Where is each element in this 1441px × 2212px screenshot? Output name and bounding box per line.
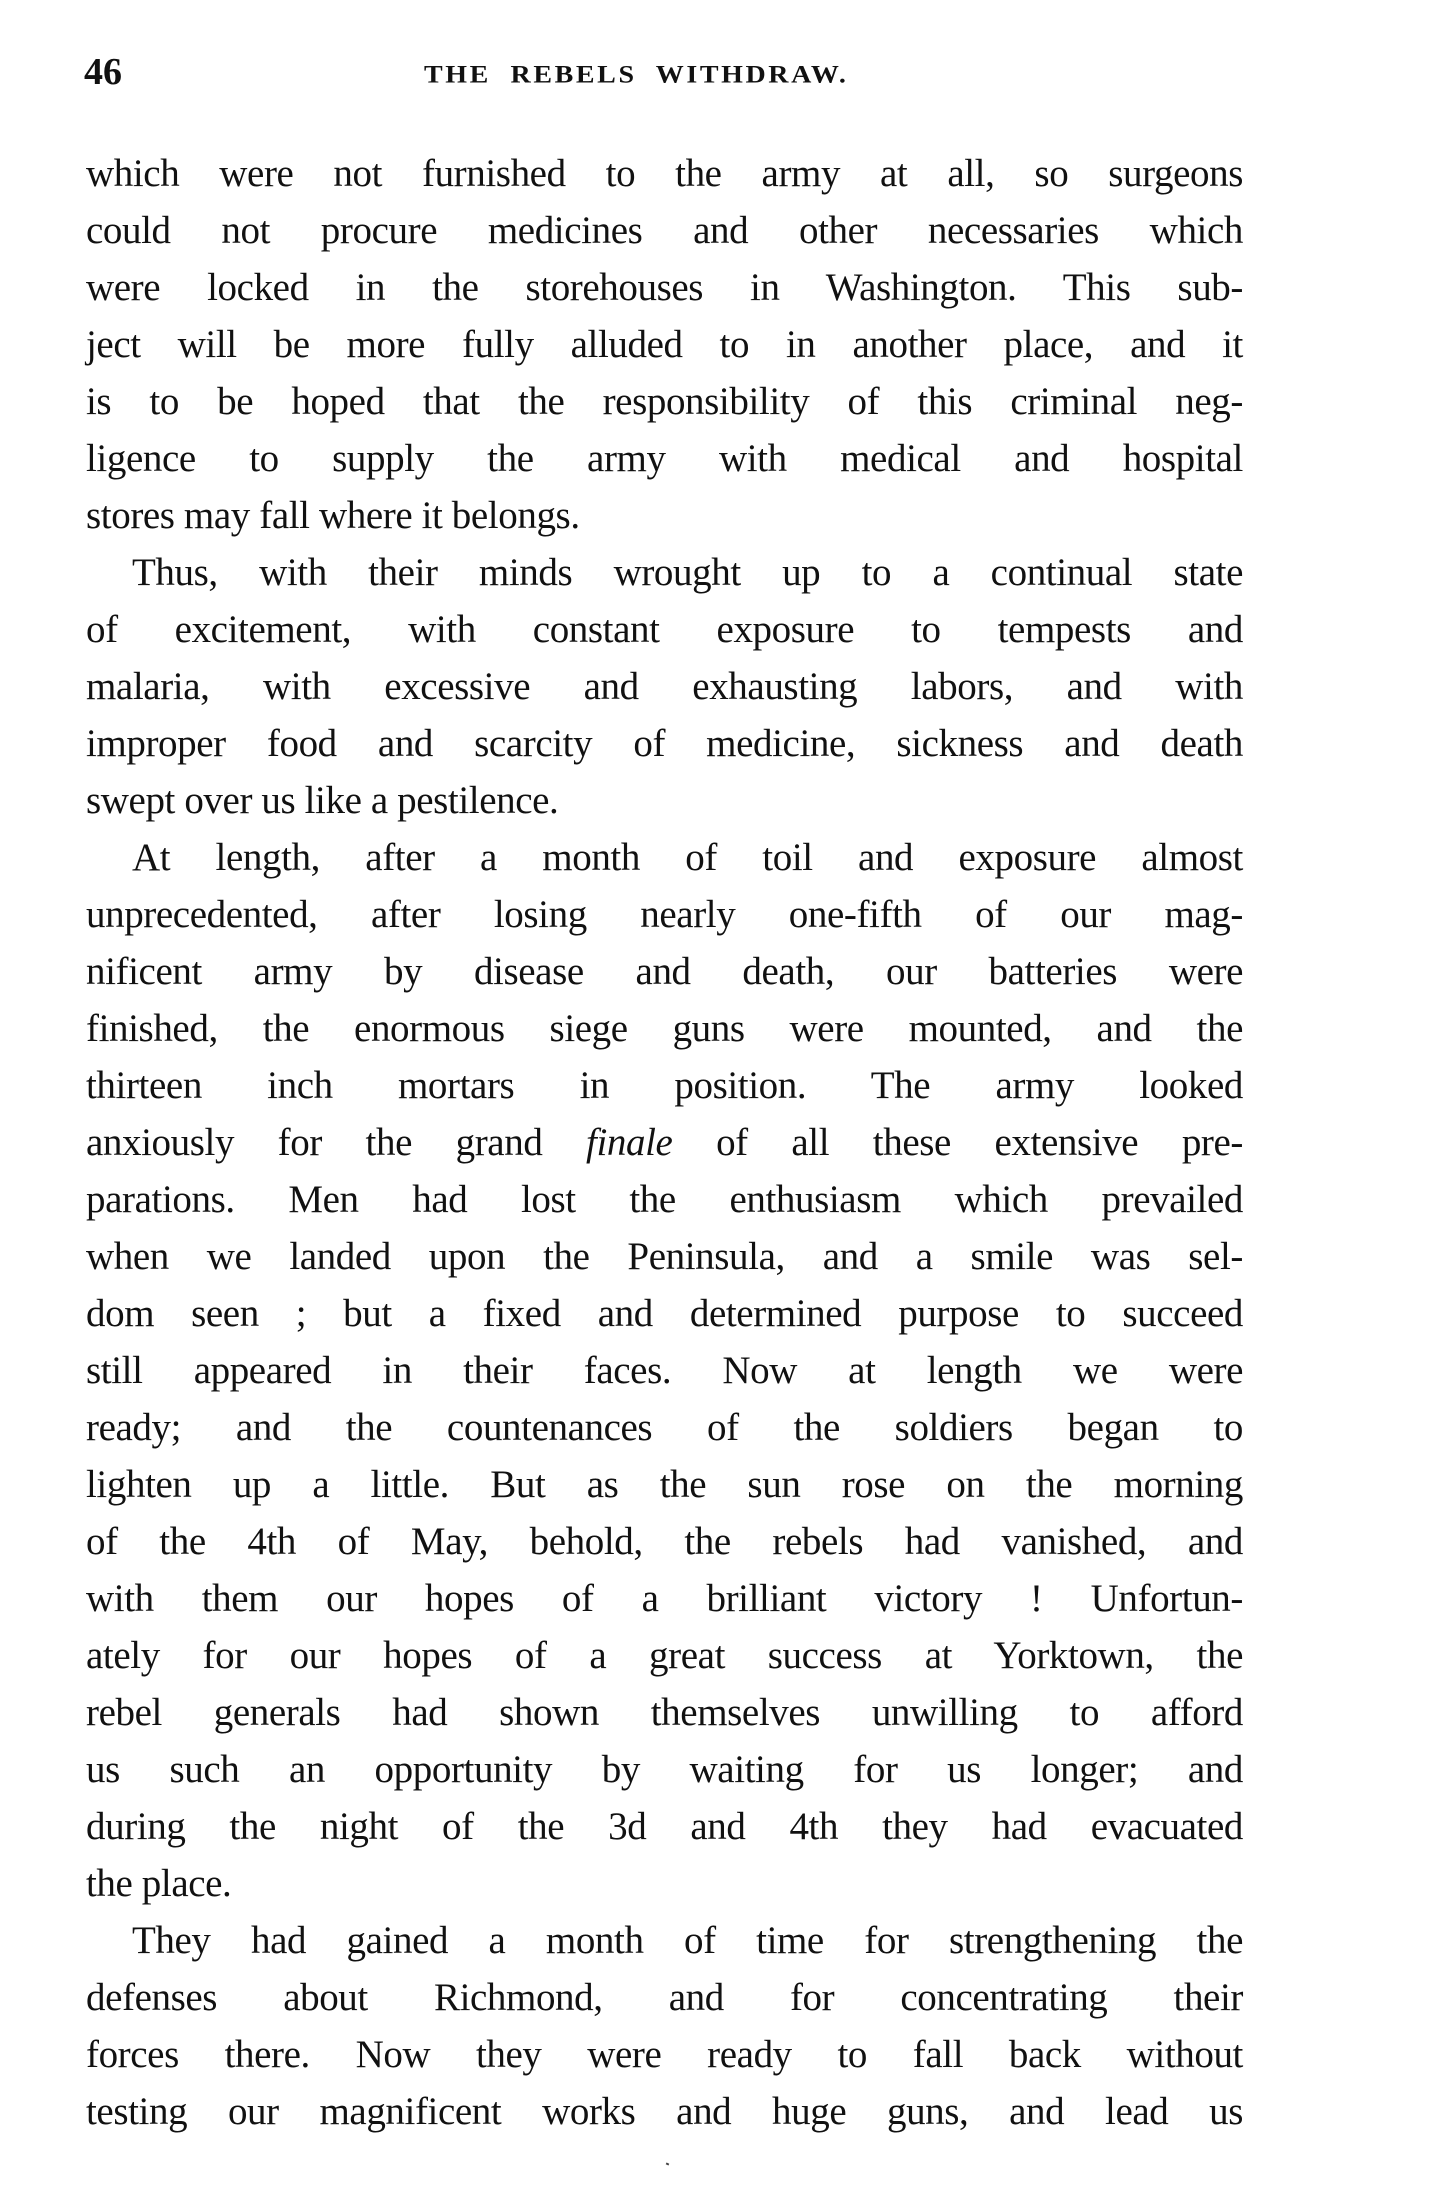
text-segment: swept over us like a pestilence. — [86, 779, 559, 822]
body-text — [86, 145, 1243, 2140]
text-line — [86, 1399, 1243, 1456]
text-segment: stores may fall where it belongs. — [86, 494, 580, 537]
text-segment: with them our hopes of a brilliant victory ! Unfortun- — [86, 1577, 1243, 1620]
text-segment: defenses about Richmond, and for concentrating their — [86, 1976, 1243, 2019]
text-segment: the place. — [86, 1862, 232, 1905]
paragraph — [86, 544, 1243, 829]
text-segment: nificent army by disease and death, our batteries were — [86, 950, 1243, 993]
text-line — [86, 1285, 1243, 1342]
text-segment: is to be hoped that the responsibility of this criminal neg- — [86, 380, 1243, 423]
text-line — [86, 943, 1243, 1000]
text-line — [86, 145, 1243, 202]
text-line — [86, 601, 1243, 658]
text-segment: of all these extensive pre- — [672, 1121, 1244, 1164]
text-line — [86, 2026, 1243, 2083]
text-line — [86, 316, 1243, 373]
text-segment: during the night of the 3d and 4th they had evacuated — [86, 1805, 1243, 1848]
text-line — [86, 1741, 1243, 1798]
text-segment: lighten up a little. But as the sun rose on the morning — [86, 1463, 1243, 1506]
text-segment: They had gained a month of time for strengthening the — [132, 1919, 1243, 1962]
text-line — [86, 1969, 1243, 2026]
text-segment: malaria, with excessive and exhausting labors, and with — [86, 665, 1243, 708]
text-line — [86, 715, 1243, 772]
text-segment: At length, after a month of toil and exposure almost — [132, 836, 1243, 879]
text-segment: forces there. Now they were ready to fall back without — [86, 2033, 1243, 2076]
paragraph — [86, 829, 1243, 1912]
text-segment: dom seen ; but a fixed and determined purpose to succeed — [86, 1292, 1243, 1335]
page-number: 46 — [84, 51, 122, 93]
text-line — [86, 1000, 1243, 1057]
text-segment: finished, the enormous siege guns were mounted, and the — [86, 1007, 1243, 1050]
text-segment: when we landed upon the Peninsula, and a smile was sel- — [86, 1235, 1243, 1278]
text-line — [86, 2083, 1243, 2140]
text-line — [86, 1114, 1243, 1171]
text-line — [86, 1912, 1243, 1969]
text-segment: parations. Men had lost the enthusiasm which prevailed — [86, 1178, 1243, 1221]
italic-text: finale — [586, 1121, 673, 1164]
text-segment: ligence to supply the army with medical and hospital — [86, 437, 1243, 480]
text-line — [86, 1684, 1243, 1741]
text-line — [86, 1570, 1243, 1627]
text-segment: ject will be more fully alluded to in another place, and it — [86, 323, 1243, 366]
text-segment: still appeared in their faces. Now at length we were — [86, 1349, 1243, 1392]
running-head: THE REBELS WITHDRAW. — [424, 60, 849, 89]
paragraph — [86, 1912, 1243, 2140]
text-line — [86, 1057, 1243, 1114]
text-line — [86, 829, 1243, 886]
text-line — [86, 373, 1243, 430]
text-line — [86, 1228, 1243, 1285]
text-line — [86, 772, 1243, 829]
text-line — [86, 1342, 1243, 1399]
text-line — [86, 658, 1243, 715]
text-segment: rebel generals had shown themselves unwilling to afford — [86, 1691, 1243, 1734]
text-line — [86, 202, 1243, 259]
text-segment: were locked in the storehouses in Washington. This sub- — [86, 266, 1243, 309]
text-segment: Thus, with their minds wrought up to a continual state — [132, 551, 1243, 594]
text-line — [86, 1171, 1243, 1228]
text-segment: could not procure medicines and other necessaries which — [86, 209, 1243, 252]
text-line — [86, 1513, 1243, 1570]
text-line — [86, 1456, 1243, 1513]
text-segment: anxiously for the grand — [86, 1121, 587, 1164]
text-segment: of excitement, with constant exposure to tempests and — [86, 608, 1243, 651]
paragraph — [86, 145, 1243, 544]
print-speck — [666, 2162, 670, 2165]
text-line — [86, 487, 1243, 544]
text-line — [86, 430, 1243, 487]
text-line — [86, 1627, 1243, 1684]
text-segment: unprecedented, after losing nearly one-fifth of our mag- — [86, 893, 1243, 936]
text-segment: thirteen inch mortars in position. The army looked — [86, 1064, 1243, 1107]
text-segment: us such an opportunity by waiting for us longer; and — [86, 1748, 1243, 1791]
text-segment: testing our magnificent works and huge guns, and lead us — [86, 2090, 1243, 2133]
text-line — [86, 544, 1243, 601]
text-line — [86, 1798, 1243, 1855]
text-segment: ately for our hopes of a great success at Yorktown, the — [86, 1634, 1243, 1677]
text-line — [86, 259, 1243, 316]
text-segment: improper food and scarcity of medicine, sickness and death — [86, 722, 1243, 765]
text-segment: of the 4th of May, behold, the rebels had vanished, and — [86, 1520, 1243, 1563]
text-segment: ready; and the countenances of the soldiers began to — [86, 1406, 1243, 1449]
text-segment: which were not furnished to the army at all, so surgeons — [86, 152, 1243, 195]
text-line — [86, 1855, 1243, 1912]
text-line — [86, 886, 1243, 943]
